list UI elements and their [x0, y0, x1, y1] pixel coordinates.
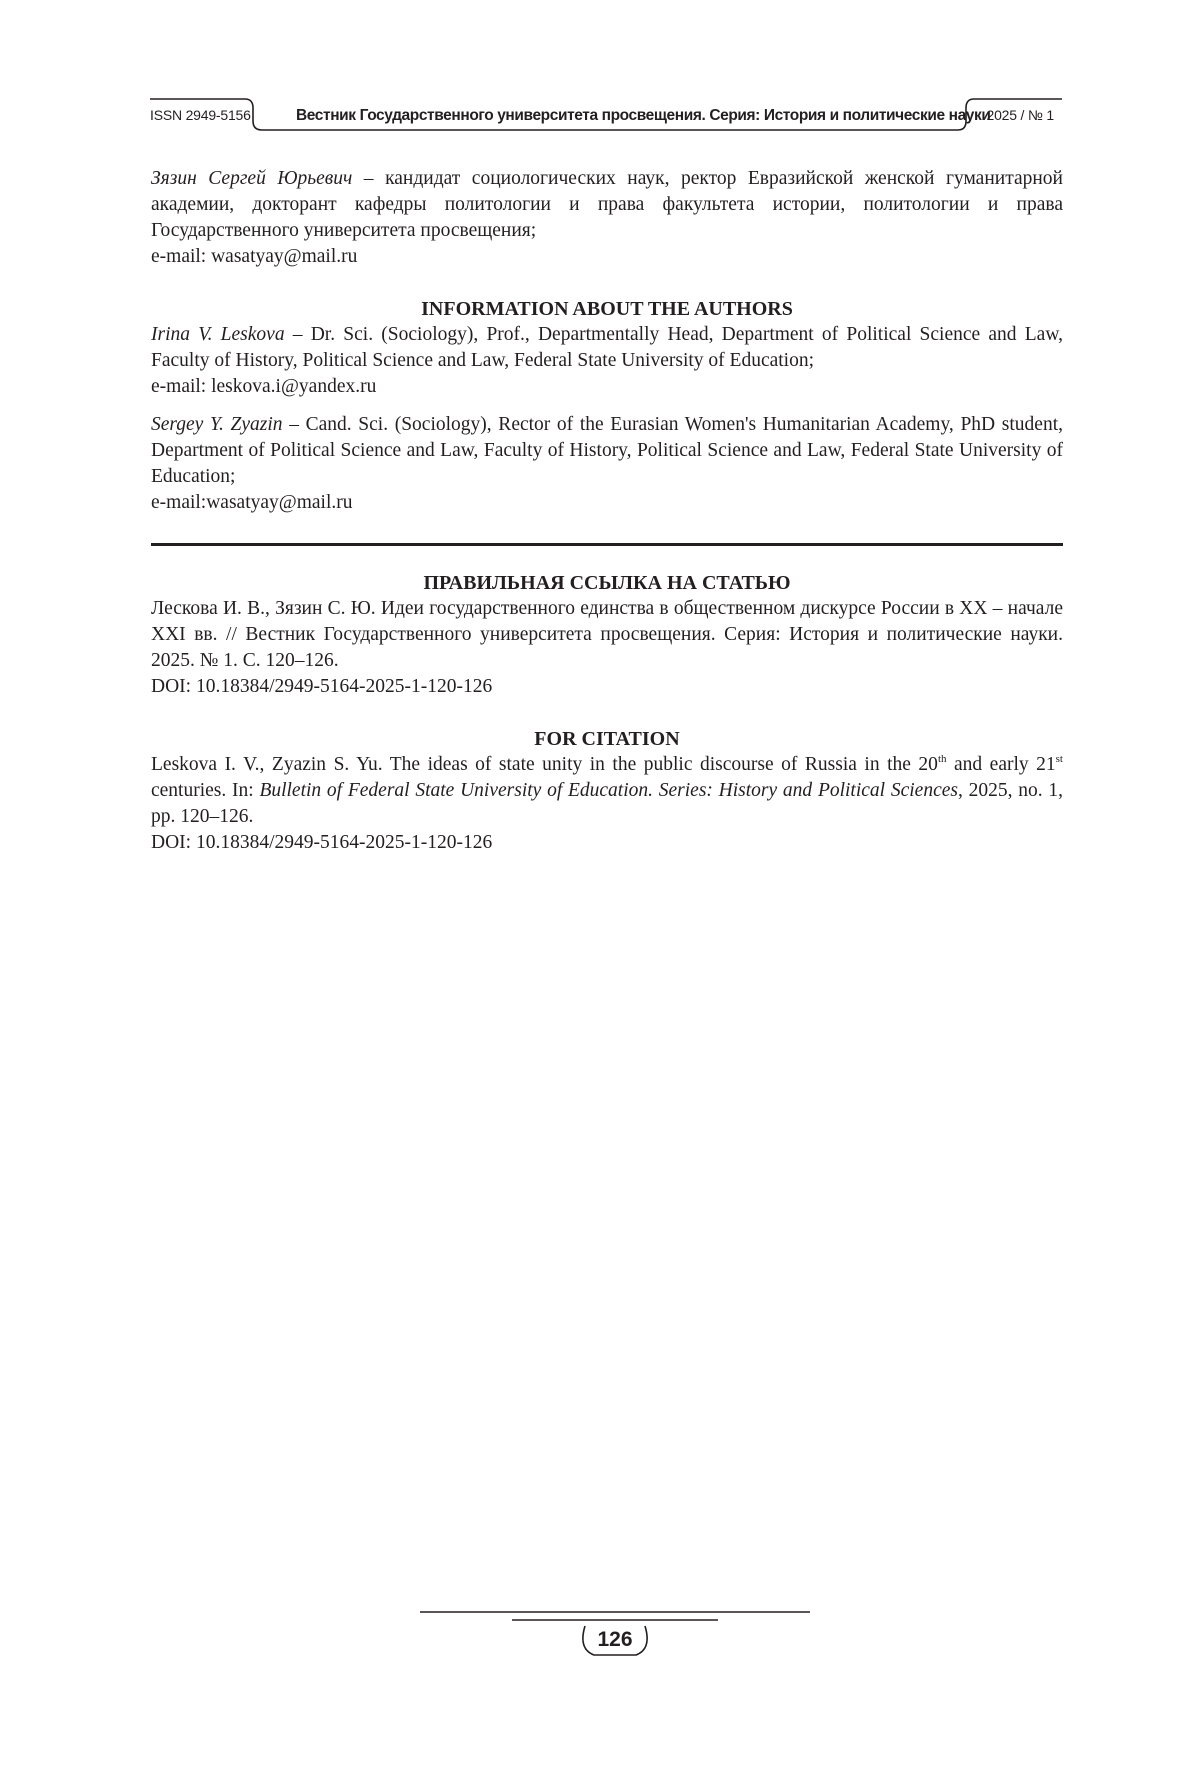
citation-ru-heading: ПРАВИЛЬНАЯ ССЫЛКА НА СТАТЬЮ	[423, 572, 791, 594]
page-footer	[420, 1609, 810, 1669]
citation-en-heading: FOR CITATION	[534, 728, 680, 750]
page-number: 126	[597, 1628, 633, 1651]
authors-en-heading: INFORMATION ABOUT THE AUTHORS	[421, 298, 793, 320]
author-en-email-2: e-mail:wasatyay@mail.ru	[151, 492, 353, 513]
author-en-entry-1	[151, 322, 1063, 374]
author-en-description-1: – Dr. Sci. (Sociology), Prof., Departmentally Head, Department of Political Science and Law, Faculty of History, Political Science and Law, Federal State University of Education;	[151, 324, 1064, 371]
author-en-name-2: Sergey Y. Zyazin	[151, 414, 283, 435]
issue-label: 2025 / № 1	[986, 107, 1054, 123]
citation-ru-text: Лескова И. В., Зязин С. Ю. Идеи государственного единства в общественном дискурсе России в XX – начале XXI вв. // Вестник Государственного университета просвещения. Серия: История и политические науки. 2025. № 1. С. 120–126.	[151, 598, 1063, 671]
author-ru-entry	[151, 166, 1063, 244]
citation-en-text: Leskova I. V., Zyazin S. Yu. The ideas of state unity in the public discourse of Russia in the 20th and early 21st centuries. In: Bulletin of Federal State University of Education. Series: History and Political Sciences, 2025, no. 1, pp. 120–126.	[151, 753, 1064, 827]
author-ru-description: – кандидат социологических наук, ректор Евразийской женской гуманитарной академии, докторант кафедры политологии и права факультета истории, политологии и права Государственного университета просвещения;	[151, 168, 1063, 241]
superscript-st: st	[1055, 753, 1063, 765]
journal-title: Вестник Государственного университета просвещения. Серия: История и политические науки	[296, 107, 991, 124]
superscript-th: th	[937, 753, 947, 765]
author-en-description-2: – Cand. Sci. (Sociology), Rector of the Eurasian Women's Humanitarian Academy, PhD student, Department of Political Science and Law, Faculty of History, Political Science and Law, Federal State University of Education;	[151, 414, 1063, 487]
author-ru-email: e-mail: wasatyay@mail.ru	[151, 246, 358, 267]
citation-en-journal: Bulletin of Federal State University of Education. Series: History and Political Sciences	[259, 780, 958, 801]
author-ru-name: Зязин Сергей Юрьевич	[151, 168, 353, 189]
issn-label: ISSN 2949-5156	[150, 107, 251, 123]
citation-en-doi: DOI: 10.18384/2949-5164-2025-1-120-126	[151, 832, 493, 853]
running-header	[150, 96, 1062, 138]
author-en-name-1: Irina V. Leskova	[151, 324, 285, 345]
section-divider	[151, 543, 1063, 546]
page-content	[151, 166, 1063, 856]
author-en-entry-2	[151, 412, 1063, 490]
citation-ru-doi: DOI: 10.18384/2949-5164-2025-1-120-126	[151, 676, 493, 697]
author-en-email-1: e-mail: leskova.i@yandex.ru	[151, 376, 377, 397]
